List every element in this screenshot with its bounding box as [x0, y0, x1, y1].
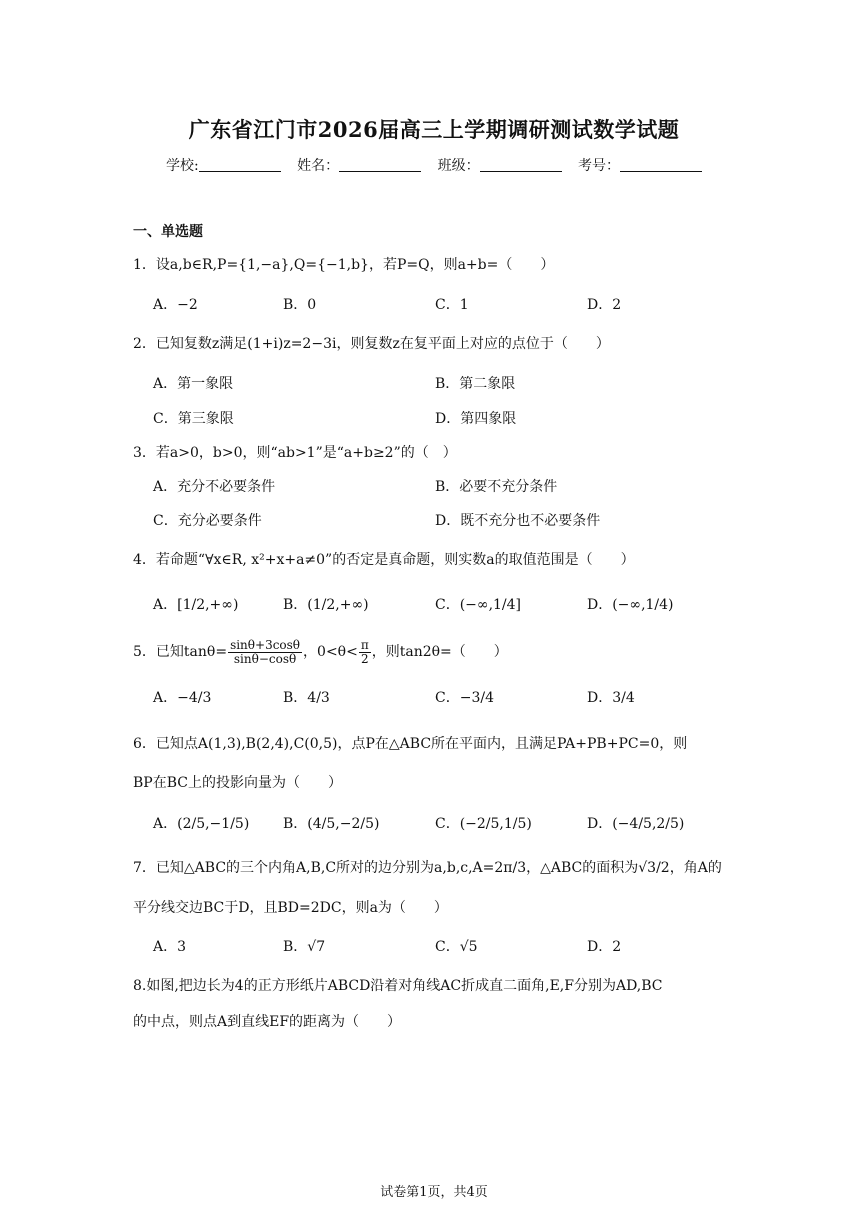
- question-4-option-d: D．(−∞,1/4): [587, 597, 674, 613]
- question-3-option-c: C．充分必要条件: [153, 513, 262, 529]
- fraction-denominator: sinθ−cosθ: [233, 651, 297, 666]
- question-3-stem: 3．若a>0，b>0，则“ab>1”是“a+b≥2”的（ ）: [133, 445, 457, 461]
- section-heading: 一、单选题: [133, 224, 203, 240]
- question-2-option-c: C．第三象限: [153, 411, 234, 427]
- question-8-stem-line-2: 的中点，则点A到直线EF的距离为（ ）: [133, 1014, 402, 1030]
- pi-denominator: 2: [360, 651, 369, 666]
- question-1-option-b: B．0: [283, 297, 317, 313]
- question-7-stem-line-2: 平分线交边BC于D，且BD=2DC，则a为（ ）: [133, 900, 448, 916]
- question-5-option-d: D．3/4: [587, 690, 635, 706]
- question-7-option-c: C．√5: [435, 939, 478, 955]
- question-5-prefix: 5．已知tanθ=: [133, 644, 228, 660]
- name-label: 姓名：: [297, 158, 340, 174]
- question-8-stem-line-1: 8.如图,把边长为4的正方形纸片ABCD沿着对角线AC折成直二面角,E,F分别为AD,BC: [133, 978, 663, 994]
- student-info-line: [0, 155, 868, 175]
- name-blank: [339, 157, 421, 172]
- exam-number-label: 考号：: [578, 158, 621, 174]
- question-7-option-a: A．3: [153, 939, 187, 955]
- exam-number-blank: [620, 157, 702, 172]
- question-5-fraction: [228, 639, 302, 666]
- question-4-option-b: B．(1/2,+∞): [283, 597, 369, 613]
- question-5-option-c: C．−3/4: [435, 690, 494, 706]
- school-blank: [199, 157, 281, 172]
- class-label: 班级：: [437, 158, 480, 174]
- question-4-option-a: A．[1/2,+∞): [153, 597, 239, 613]
- question-5-stem: [133, 635, 508, 669]
- question-5-option-a: A．−4/3: [153, 690, 212, 706]
- question-1-option-d: D．2: [587, 297, 622, 313]
- question-2-option-a: A．第一象限: [153, 376, 234, 392]
- question-3-option-d: D．既不充分也不必要条件: [435, 513, 601, 529]
- question-6-option-c: C．(−2/5,1/5): [435, 816, 532, 832]
- question-4-option-c: C．(−∞,1/4]: [435, 597, 522, 613]
- pi-numerator: π: [360, 637, 369, 652]
- question-5-option-b: B．4/3: [283, 690, 330, 706]
- page-footer: 试卷第1页，共4页: [380, 1185, 488, 1200]
- class-blank: [480, 157, 562, 172]
- question-5-suffix: ，则tan2θ=（ ）: [371, 644, 508, 660]
- question-7-option-b: B．√7: [283, 939, 326, 955]
- question-6-option-b: B．(4/5,−2/5): [283, 816, 380, 832]
- question-5-pi-fraction: [359, 639, 371, 666]
- question-6-option-d: D．(−4/5,2/5): [587, 816, 685, 832]
- question-6-stem-line-1: 6．已知点A(1,3),B(2,4),C(0,5)，点P在△ABC所在平面内，且满足PA+PB+PC=0，则: [133, 736, 688, 752]
- question-7-stem-line-1: 7．已知△ABC的三个内角A,B,C所对的边分别为a,b,c,A=2π/3，△ABC的面积为√3/2，角A的: [133, 860, 722, 876]
- question-5-mid: ，0<θ<: [303, 644, 358, 660]
- question-7-option-d: D．2: [587, 939, 622, 955]
- school-label: 学校:: [165, 158, 199, 174]
- question-1-stem: 1．设a,b∈R,P={1,−a},Q={−1,b}，若P=Q，则a+b=（ ）: [133, 257, 555, 273]
- question-1-option-c: C．1: [435, 297, 469, 313]
- question-6-stem-line-2: BP在BC上的投影向量为（ ）: [133, 775, 342, 791]
- question-3-option-b: B．必要不充分条件: [435, 479, 558, 495]
- page-title: 广东省江门市2026届高三上学期调研测试数学试题: [188, 117, 680, 142]
- question-3-option-a: A．充分不必要条件: [153, 479, 276, 495]
- question-2-option-d: D．第四象限: [435, 411, 517, 427]
- question-2-stem: 2．已知复数z满足(1+i)z=2−3i，则复数z在复平面上对应的点位于（ ）: [133, 336, 610, 352]
- question-2-option-b: B．第二象限: [435, 376, 516, 392]
- question-1-option-a: A．−2: [153, 297, 198, 313]
- question-4-stem: 4．若命题“∀x∈R, x²+x+a≠0”的否定是真命题，则实数a的取值范围是（ ）: [133, 552, 635, 568]
- fraction-numerator: sinθ+3cosθ: [230, 637, 301, 652]
- question-6-option-a: A．(2/5,−1/5): [153, 816, 250, 832]
